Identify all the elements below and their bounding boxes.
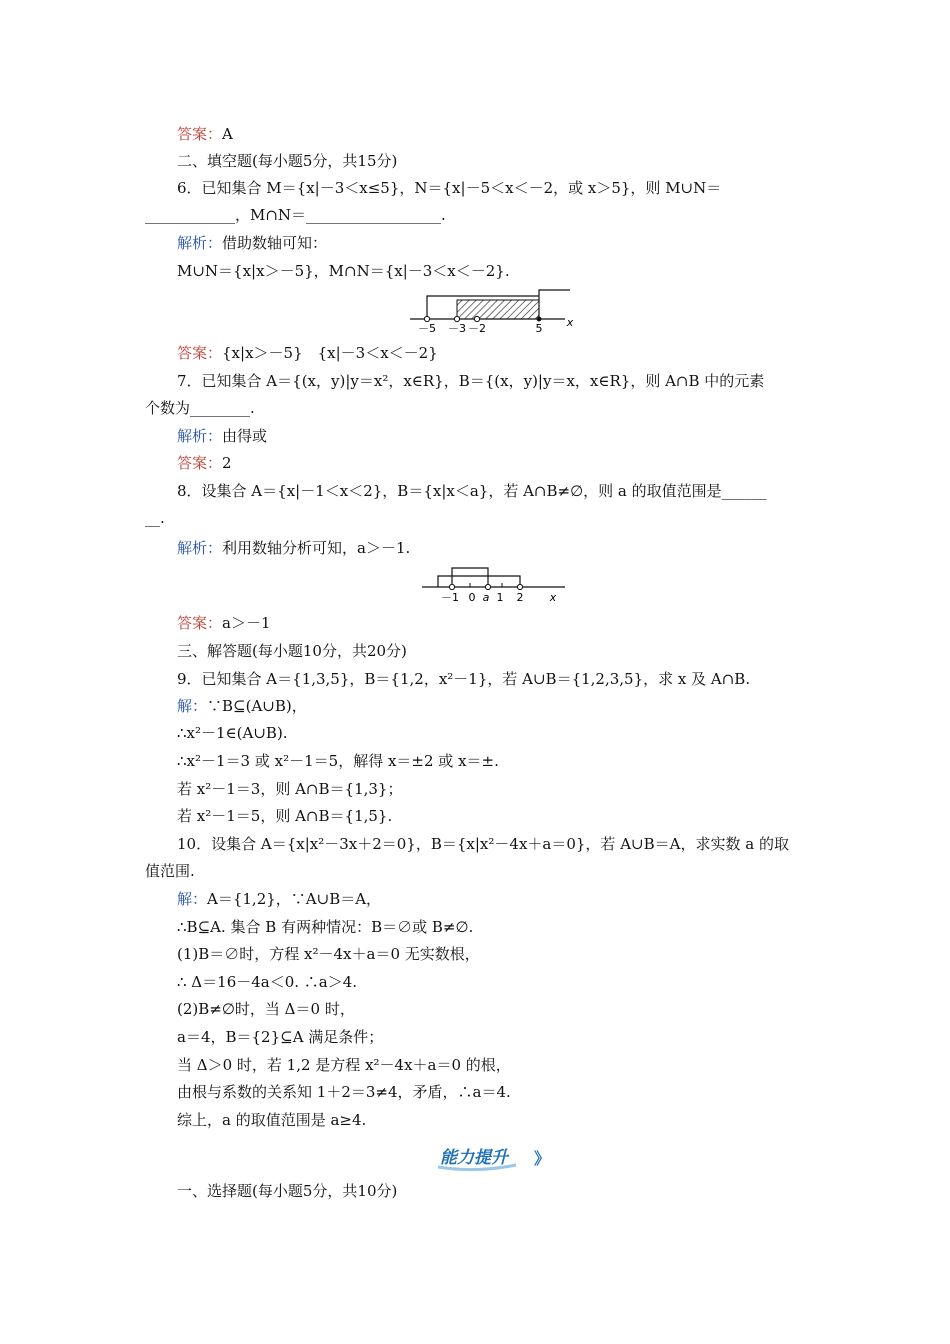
axis-label: x <box>549 591 557 604</box>
solution-line: ∴x²－1∈(A∪B). <box>177 724 288 742</box>
answer-line: 答案：a＞－1 <box>177 614 271 632</box>
solution-line: (1)B＝∅时，方程 x²－4x＋a＝0 无实数根， <box>177 945 480 963</box>
tick-label: 0 <box>468 591 476 604</box>
question-line: 值范围. <box>145 862 195 880</box>
section-banner <box>436 1143 556 1177</box>
solution-line: 若 x²－1＝5，则 A∩B＝{1,5}. <box>177 807 393 825</box>
analysis-line: 解析：由得或 <box>177 427 268 445</box>
question-line: 个数为________. <box>145 399 255 417</box>
banner-arrow-icon: 》 <box>534 1149 551 1168</box>
tick-label: －5 <box>418 322 436 335</box>
banner-graphic <box>436 1143 556 1173</box>
solution-line: ∴x²－1＝3 或 x²－1＝5，解得 x＝±2 或 x＝±. <box>177 752 499 770</box>
solution-line: 当 Δ＞0 时，若 1,2 是方程 x²－4x＋a＝0 的根， <box>177 1056 511 1074</box>
analysis-line: M∪N＝{x|x＞－5}，M∩N＝{x|－3＜x＜－2}. <box>177 262 510 280</box>
tick-label: －2 <box>468 322 486 335</box>
solution-line: 若 x²－1＝3，则 A∩B＝{1,3}； <box>177 780 403 798</box>
solution-line: 解：∵B⊆(A∪B)， <box>177 697 307 715</box>
answer-line: 答案：A <box>177 125 233 143</box>
answer-line: 答案：{x|x＞－5} {x|－3＜x＜－2} <box>177 344 438 362</box>
axis-label: x <box>566 316 574 329</box>
question-line: 7．已知集合 A＝{(x，y)|y＝x²，x∈R}，B＝{(x，y)|y＝x，x∈R}，则 A∩B 中的元素 <box>177 372 765 390</box>
analysis-line: 解析：利用数轴分析可知，a＞－1. <box>177 539 411 557</box>
solution-line: 综上，a 的取值范围是 a≥4. <box>177 1111 367 1129</box>
question-line: 10．设集合 A＝{x|x²－3x＋2＝0}，B＝{x|x²－4x＋a＝0}，若 A∪B＝A，求实数 a 的取 <box>177 835 789 853</box>
question-line: 6．已知集合 M＝{x|－3＜x≤5}，N＝{x|－5＜x＜－2，或 x＞5}，则 M∪N＝ <box>177 179 722 197</box>
tick-label: －1 <box>441 591 459 604</box>
question-line: 8．设集合 A＝{x|－1＜x＜2}，B＝{x|x＜a}，若 A∩B≠∅，则 a 的取值范围是______ <box>177 482 767 500</box>
number-line-figure-1 <box>405 286 585 338</box>
answer-line: 答案：2 <box>177 454 232 472</box>
solution-line: ∴B⊆A. 集合 B 有两种情况：B＝∅或 B≠∅. <box>177 918 474 936</box>
section-heading: 一、选择题(每小题5分，共10分) <box>177 1182 398 1200</box>
tick-label: 2 <box>516 591 524 604</box>
tick-label: a <box>482 591 490 604</box>
tick-label: 1 <box>496 591 504 604</box>
number-line-figure-2 <box>420 562 570 608</box>
tick-label: －3 <box>448 322 466 335</box>
solution-line: a＝4，B＝{2}⊆A 满足条件； <box>177 1028 384 1046</box>
solution-line: ∴ Δ＝16－4a＜0. ∴a＞4. <box>177 973 358 991</box>
banner-title: 能力提升 <box>440 1148 508 1168</box>
question-line: __. <box>145 509 165 527</box>
solution-line: (2)B≠∅时，当 Δ＝0 时， <box>177 1000 355 1018</box>
section-heading: 三、解答题(每小题10分，共20分) <box>177 642 407 660</box>
tick-label: 5 <box>535 322 543 335</box>
analysis-line: 解析：借助数轴可知： <box>177 234 328 252</box>
question-line: 9．已知集合 A＝{1,3,5}，B＝{1,2，x²－1}，若 A∪B＝{1,2,3,5}，求 x 及 A∩B. <box>177 670 751 688</box>
solution-line: 解：A＝{1,2}，∵A∪B＝A， <box>177 890 382 908</box>
section-heading: 二、填空题(每小题5分，共15分) <box>177 152 398 170</box>
question-line: ____________，M∩N＝__________________. <box>145 206 446 224</box>
solution-line: 由根与系数的关系知 1＋2＝3≠4，矛盾，∴a＝4. <box>177 1083 511 1101</box>
